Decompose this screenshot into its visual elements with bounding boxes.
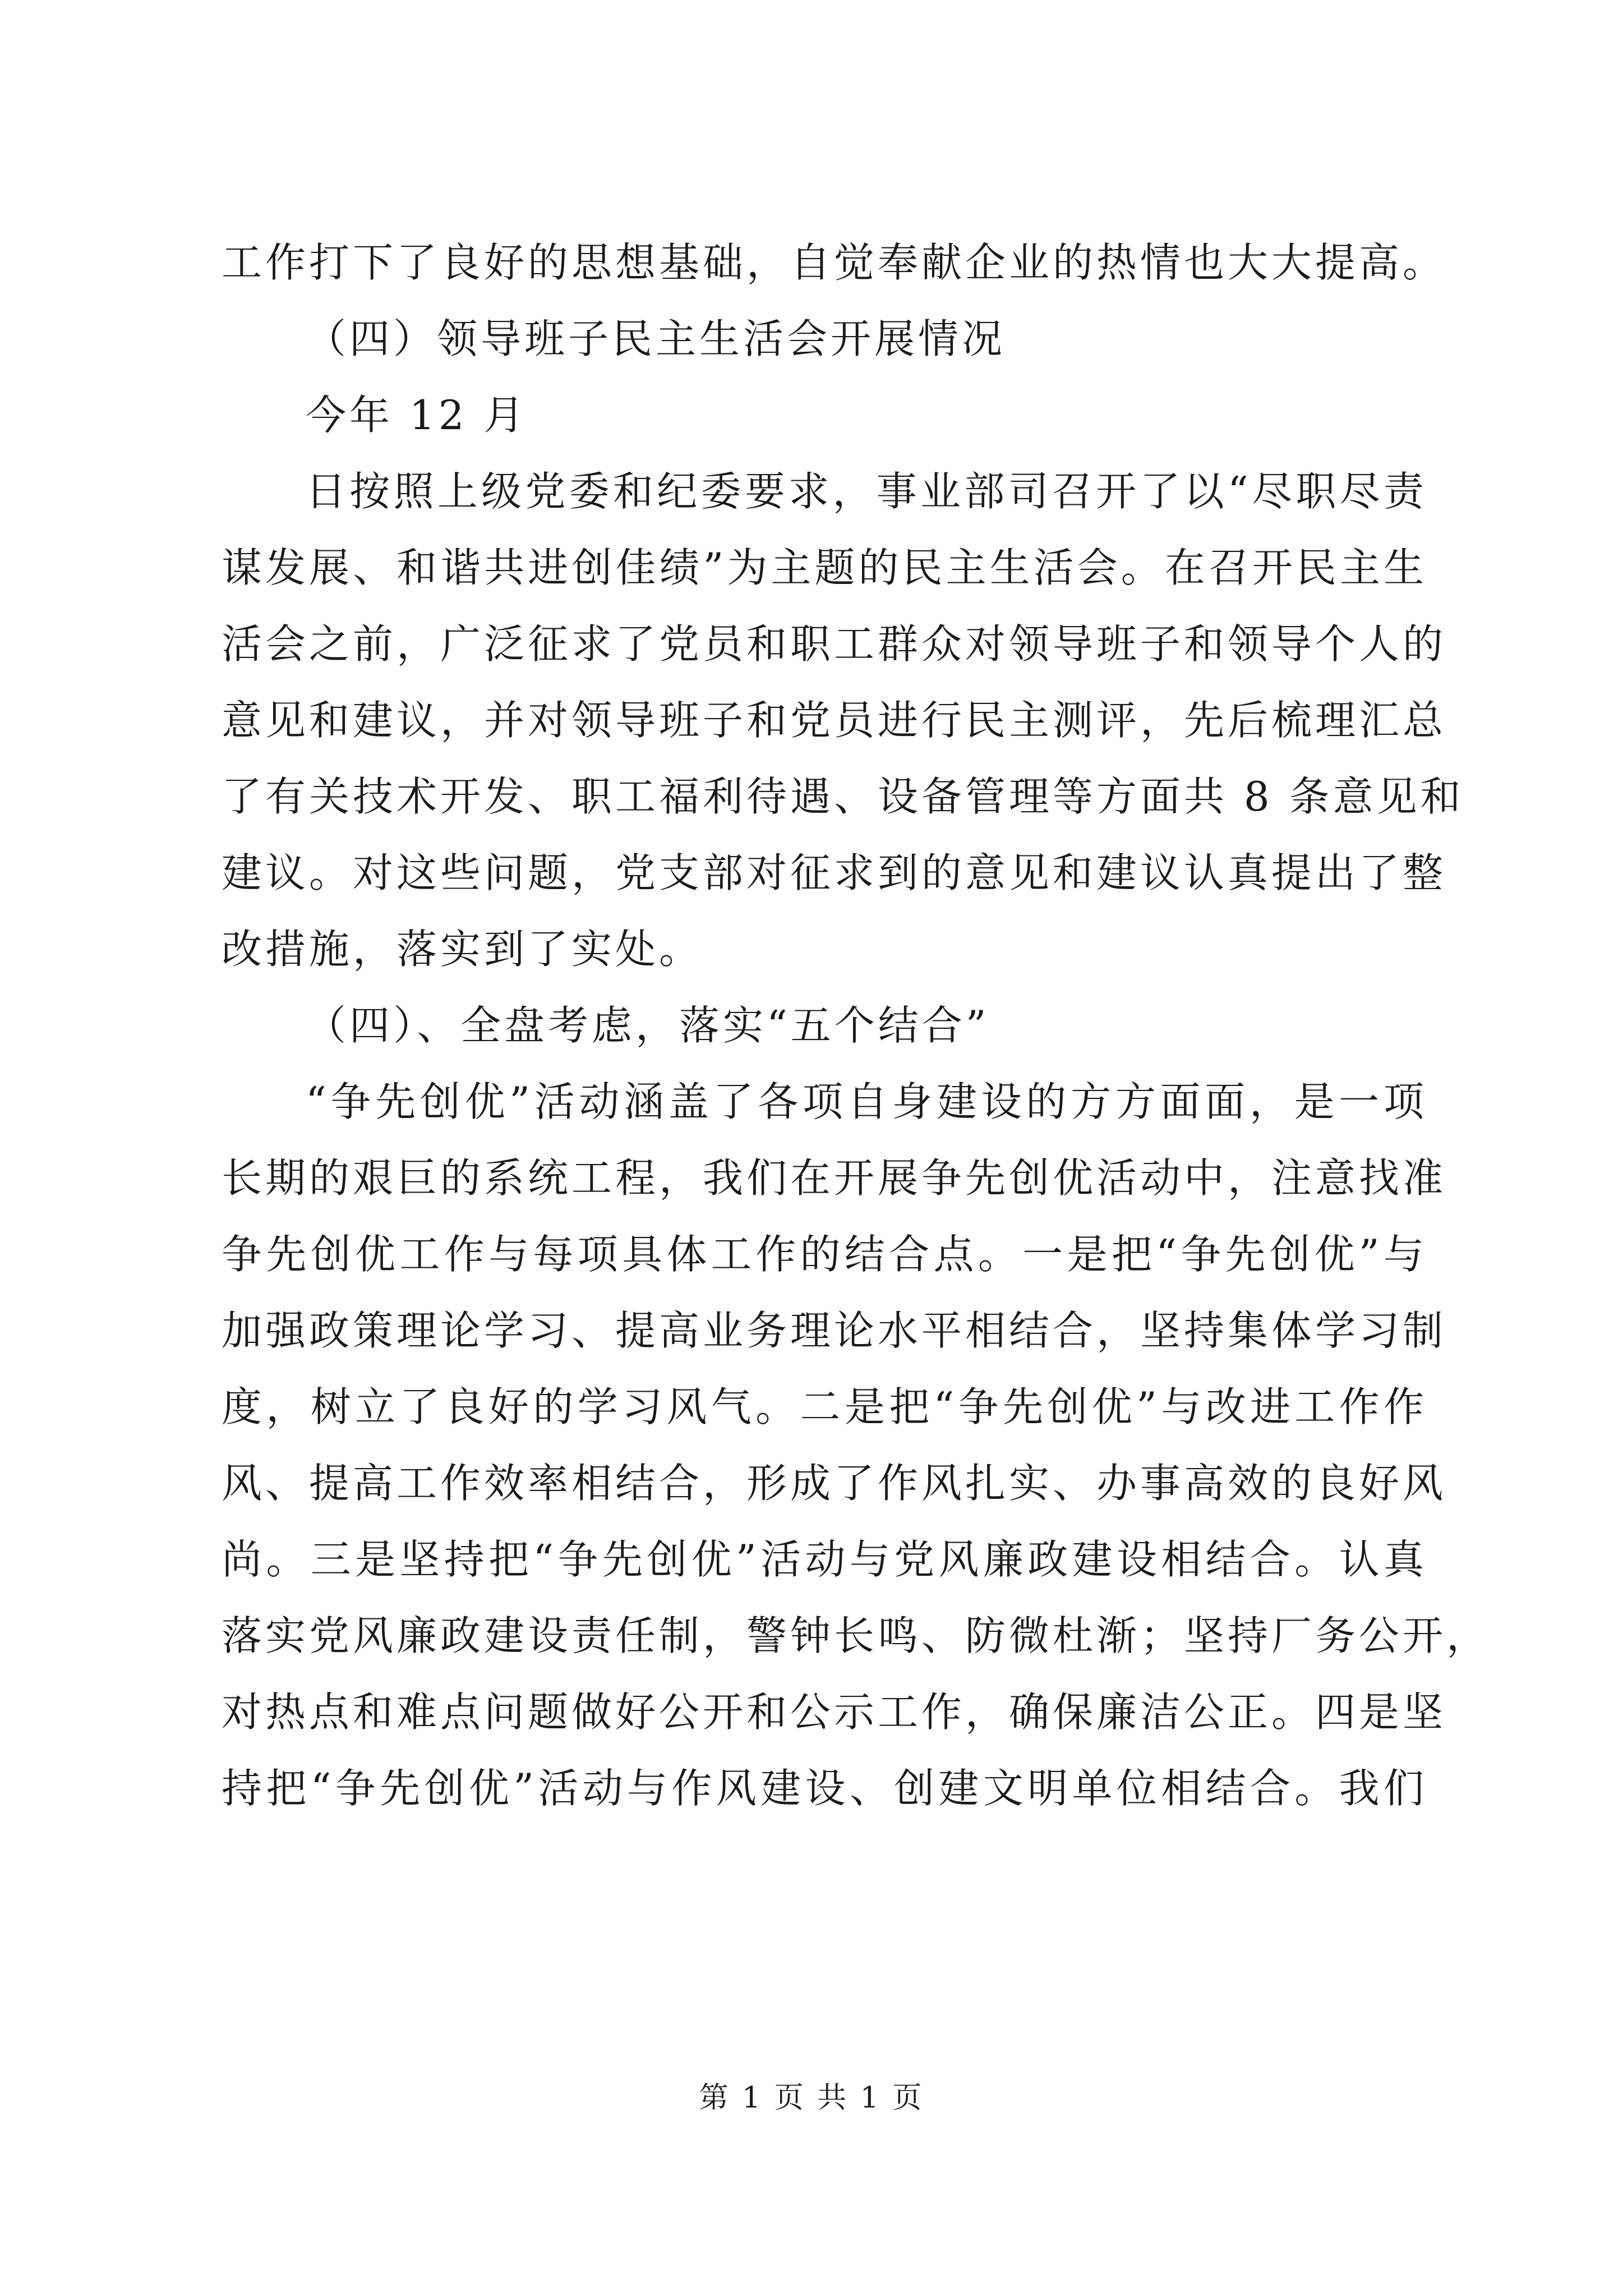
paragraph-line: 落实党风廉政建设责任制，警钟长鸣、防微杜渐；坚持厂务公开， — [222, 1612, 1491, 1659]
paragraph-line: 持把“争先创优”活动与作风建设、创建文明单位相结合。我们 — [222, 1765, 1427, 1812]
paragraph-line: 建议。对这些问题，党支部对征求到的意见和建议认真提出了整 — [222, 849, 1447, 896]
paragraph-line: 了有关技术开发、职工福利待遇、设备管理等方面共 8 条意见和 — [222, 773, 1464, 820]
section-heading: （四）领导班子民主生活会开展情况 — [306, 315, 1006, 362]
paragraph-line: 谋发展、和谐共进创佳绩”为主题的民主生活会。在召开民主生 — [222, 544, 1427, 591]
paragraph-line: 风、提高工作效率相结合，形成了作风扎实、办事高效的良好风 — [222, 1460, 1447, 1507]
paragraph-line: 度，树立了良好的学习风气。二是把“争先创优”与改进工作作 — [222, 1383, 1427, 1430]
paragraph-line: 加强政策理论学习、提高业务理论水平相结合，坚持集体学习制 — [222, 1307, 1447, 1354]
paragraph-line: 对热点和难点问题做好公开和公示工作，确保廉洁公正。四是坚 — [222, 1688, 1447, 1736]
paragraph-line: “争先创优”活动涵盖了各项自身建设的方方面面，是一项 — [306, 1078, 1427, 1125]
paragraph-line: 改措施，落实到了实处。 — [222, 926, 703, 973]
paragraph-line: 今年 12 月 — [306, 392, 528, 439]
paragraph-line: 尚。三是坚持把“争先创优”活动与党风廉政建设相结合。认真 — [222, 1536, 1427, 1583]
paragraph-line: 工作打下了良好的思想基础，自觉奉献企业的热情也大大提高。 — [222, 239, 1447, 286]
page-number-label: 第 1 页 共 1 页 — [699, 2081, 924, 2115]
paragraph-line: 活会之前，广泛征求了党员和职工群众对领导班子和领导个人的 — [222, 620, 1447, 668]
paragraph-line: 长期的艰巨的系统工程，我们在开展争先创优活动中，注意找准 — [222, 1154, 1447, 1202]
section-heading: （四）、全盘考虑，落实“五个结合” — [306, 1002, 990, 1049]
paragraph-line: 意见和建议，并对领导班子和党员进行民主测评，先后梳理汇总 — [222, 697, 1447, 744]
page-footer — [0, 2076, 1623, 2120]
document-body — [222, 224, 1491, 1826]
paragraph-line: 争先创优工作与每项具体工作的结合点。一是把“争先创优”与 — [222, 1231, 1427, 1278]
paragraph-line: 日按照上级党委和纪委要求，事业部司召开了以“尽职尽责 — [306, 468, 1427, 515]
